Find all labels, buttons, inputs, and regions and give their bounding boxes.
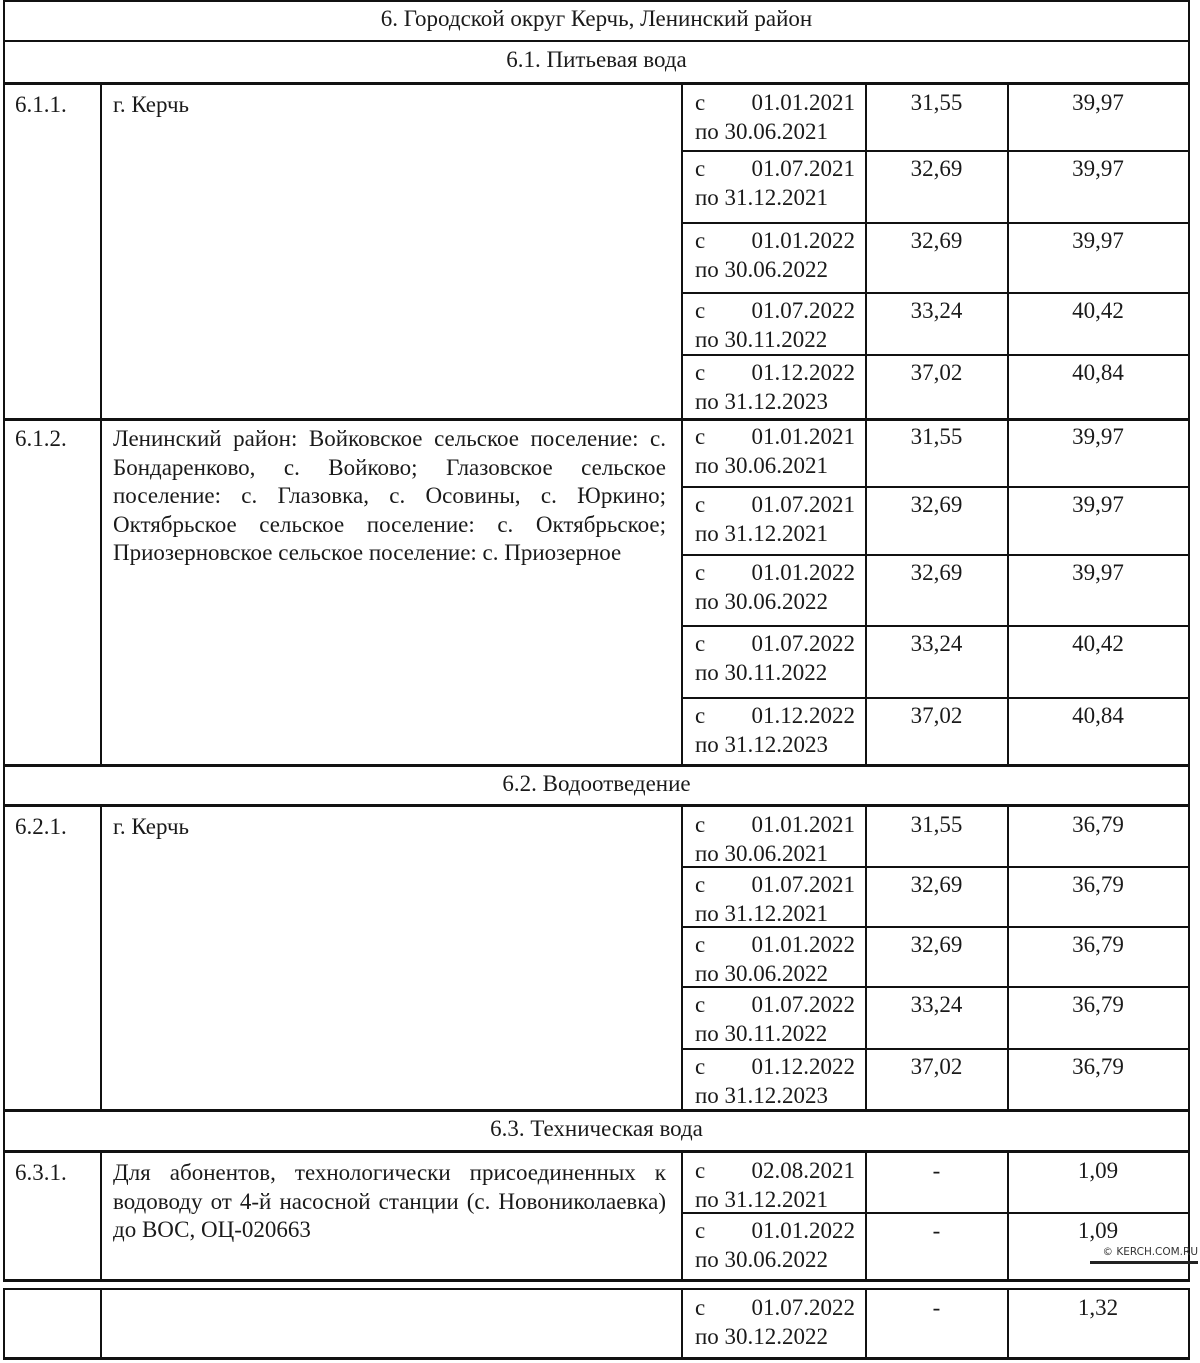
tariff-value-2: 39,97: [1072, 424, 1124, 449]
tariff-value-2: 39,97: [1072, 156, 1124, 181]
period-from-word: с: [695, 872, 706, 897]
rule-horizontal: [681, 222, 1190, 224]
tariff-value-1: 32,69: [910, 872, 963, 897]
period-to-date: по 30.11.2022: [695, 327, 828, 352]
rule-horizontal: [3, 764, 1190, 767]
period-to-date: по 31.12.2021: [695, 1187, 829, 1212]
period-from-date: 01.12.2022: [751, 703, 855, 728]
rule-horizontal: [3, 40, 1190, 42]
rule-horizontal: [681, 150, 1190, 152]
tariff-value-2: 39,97: [1072, 90, 1124, 115]
period-to-date: по 31.12.2021: [695, 901, 829, 926]
tariff-value-2: 36,79: [1072, 872, 1124, 897]
period-from-date: 01.07.2021: [751, 156, 855, 181]
period-to-date: по 30.06.2022: [695, 257, 829, 282]
subsection-title: 6.2. Водоотведение: [502, 771, 691, 796]
rule-horizontal: [681, 354, 1190, 356]
tariff-value-2: 36,79: [1072, 812, 1124, 837]
period-from-word: с: [695, 90, 706, 115]
rule-horizontal: [681, 625, 1190, 627]
row-code: 6.1.1.: [15, 92, 67, 117]
tariff-value-1: 33,24: [910, 298, 963, 323]
period-cell: [695, 701, 855, 759]
rule-vertical: [1188, 806, 1190, 1109]
watermark: © KERCH.COM.RU: [1102, 1246, 1198, 1258]
rule-vertical: [1188, 1289, 1190, 1357]
period-to-date: по 30.11.2022: [695, 660, 828, 685]
period-from-word: с: [695, 992, 706, 1017]
period-from-word: с: [695, 156, 706, 181]
period-to-date: по 31.12.2021: [695, 185, 829, 210]
period-from-word: с: [695, 1295, 706, 1320]
tariff-value-1: 32,69: [910, 932, 963, 957]
period-from-date: 01.01.2022: [751, 228, 855, 253]
tariff-value-1: 32,69: [910, 228, 963, 253]
period-cell: [695, 226, 855, 284]
period-to-date: по 30.06.2022: [695, 589, 829, 614]
tariff-value-1: 31,55: [910, 90, 963, 115]
tariff-value-2: 1,32: [1077, 1295, 1119, 1320]
period-to-date: по 30.06.2022: [695, 1247, 829, 1272]
period-from-date: 01.07.2022: [751, 298, 855, 323]
period-from-word: с: [695, 631, 706, 656]
rule-horizontal: [681, 554, 1190, 556]
tariff-value-2: 36,79: [1072, 992, 1124, 1017]
rule-vertical: [100, 1289, 102, 1357]
rule-vertical: [1188, 418, 1190, 764]
period-from-word: с: [695, 424, 706, 449]
rule-horizontal: [681, 866, 1190, 868]
rule-vertical: [100, 806, 102, 1109]
rule-horizontal: [681, 697, 1190, 699]
tariff-value-1: 31,55: [910, 812, 963, 837]
period-from-word: с: [695, 298, 706, 323]
period-to-date: по 30.06.2021: [695, 119, 829, 144]
rule-horizontal: [3, 804, 1190, 807]
rule-horizontal: [681, 292, 1190, 294]
rule-vertical: [3, 84, 5, 418]
tariff-value-1: 32,69: [910, 492, 963, 517]
period-cell: [695, 990, 855, 1048]
period-from-date: 01.07.2022: [751, 1295, 855, 1320]
row-description: г. Керчь: [113, 814, 189, 839]
period-cell: [695, 629, 855, 687]
period-from-date: 01.12.2022: [751, 1054, 855, 1079]
period-to-date: по 30.06.2021: [695, 453, 829, 478]
section-title: 6. Городской округ Керчь, Ленинский район: [380, 6, 813, 31]
tariff-value-1: -: [932, 1218, 941, 1243]
tariff-value-2: 40,84: [1072, 703, 1124, 728]
period-from-date: 01.01.2022: [751, 1218, 855, 1243]
rule-vertical: [681, 418, 683, 764]
period-cell: [695, 1293, 855, 1351]
period-to-date: по 31.12.2023: [695, 732, 829, 757]
rule-vertical: [681, 806, 683, 1109]
tariff-value-2: 1,09: [1077, 1218, 1119, 1243]
period-cell: [695, 88, 855, 146]
subsection-title: 6.1. Питьевая вода: [506, 47, 687, 72]
period-from-word: с: [695, 1218, 706, 1243]
rule-vertical: [1188, 84, 1190, 418]
rule-horizontal: [681, 926, 1190, 928]
period-from-date: 01.07.2021: [751, 492, 855, 517]
period-from-date: 01.01.2022: [751, 932, 855, 957]
tariff-value-2: 36,79: [1072, 932, 1124, 957]
period-from-date: 01.07.2022: [751, 631, 855, 656]
period-to-date: по 30.11.2022: [695, 1021, 828, 1046]
period-cell: [695, 1216, 855, 1274]
rule-vertical: [681, 1289, 683, 1357]
period-from-date: 01.01.2021: [751, 90, 855, 115]
tariff-value-2: 40,42: [1072, 631, 1124, 656]
period-from-date: 01.07.2022: [751, 992, 855, 1017]
period-from-date: 01.07.2021: [751, 872, 855, 897]
period-cell: [695, 810, 855, 868]
tariff-value-1: 33,24: [910, 992, 963, 1017]
period-to-date: по 30.06.2021: [695, 841, 829, 866]
period-from-date: 01.01.2022: [751, 560, 855, 585]
tariff-value-2: 1,09: [1077, 1158, 1119, 1183]
tariff-value-1: -: [932, 1158, 941, 1183]
tariff-value-1: 37,02: [910, 360, 963, 385]
period-from-date: 01.12.2022: [751, 360, 855, 385]
rule-vertical: [3, 1152, 5, 1279]
tariff-value-1: 33,24: [910, 631, 963, 656]
period-to-date: по 30.06.2022: [695, 961, 829, 986]
rule-horizontal: [3, 1288, 1190, 1290]
row-description: Для абонентов, технологически присоединенных к водоводу от 4-й насосной станции (с. Новониколаевка) до ВОС, ОЦ-020663: [113, 1160, 666, 1243]
rule-vertical: [3, 1289, 5, 1357]
rule-vertical: [681, 1152, 683, 1279]
rule-horizontal: [3, 1357, 1190, 1360]
tariff-value-2: 39,97: [1072, 492, 1124, 517]
period-cell: [695, 1156, 855, 1214]
rule-vertical: [100, 1152, 102, 1279]
period-from-word: с: [695, 360, 706, 385]
tariff-value-2: 39,97: [1072, 228, 1124, 253]
rule-vertical: [100, 418, 102, 764]
watermark-underline: [1090, 1261, 1198, 1264]
tariff-value-1: 31,55: [910, 424, 963, 449]
rule-vertical: [3, 806, 5, 1109]
period-cell: [695, 422, 855, 480]
tariff-value-2: 36,79: [1072, 1054, 1124, 1079]
period-from-date: 02.08.2021: [751, 1158, 855, 1183]
period-cell: [695, 930, 855, 988]
period-cell: [695, 154, 855, 212]
tariff-value-1: 32,69: [910, 560, 963, 585]
tariff-value-2: 40,42: [1072, 298, 1124, 323]
period-cell: [695, 870, 855, 928]
period-from-date: 01.01.2021: [751, 812, 855, 837]
rule-horizontal: [3, 1150, 1190, 1153]
rule-horizontal: [681, 1212, 1190, 1214]
rule-horizontal: [3, 0, 1190, 2]
rule-horizontal: [3, 82, 1190, 85]
period-cell: [695, 1052, 855, 1110]
tariff-value-2: 40,84: [1072, 360, 1124, 385]
period-to-date: по 31.12.2023: [695, 389, 829, 414]
rule-vertical: [100, 84, 102, 418]
period-from-word: с: [695, 812, 706, 837]
period-cell: [695, 558, 855, 616]
tariff-value-1: 37,02: [910, 703, 963, 728]
rule-horizontal: [681, 986, 1190, 988]
tariff-value-1: -: [932, 1295, 941, 1320]
row-description: г. Керчь: [113, 92, 189, 117]
rule-horizontal: [3, 1109, 1190, 1112]
row-code: 6.1.2.: [15, 426, 67, 451]
period-from-word: с: [695, 932, 706, 957]
tariff-value-2: 39,97: [1072, 560, 1124, 585]
rule-horizontal: [3, 1279, 1190, 1282]
row-code: 6.2.1.: [15, 814, 67, 839]
rule-horizontal: [3, 418, 1190, 421]
period-cell: [695, 358, 855, 416]
tariff-value-1: 37,02: [910, 1054, 963, 1079]
period-to-date: по 31.12.2023: [695, 1083, 829, 1108]
period-from-word: с: [695, 703, 706, 728]
subsection-title: 6.3. Техническая вода: [490, 1116, 703, 1141]
rule-vertical: [681, 84, 683, 418]
row-description: Ленинский район: Войковское сельское поселение: с. Бондаренково, с. Войково; Глазовское сельское поселение: с. Глазовка, с. Осовины, с. Юркино; Октябрьское сельское поселение: с. Октябрьское; Приозерновское сельское поселение: с. Приозерное: [113, 426, 666, 566]
period-cell: [695, 296, 855, 354]
rule-horizontal: [681, 486, 1190, 488]
rule-vertical: [3, 418, 5, 764]
period-from-word: с: [695, 492, 706, 517]
period-from-word: с: [695, 1054, 706, 1079]
period-to-date: по 30.12.2022: [695, 1324, 829, 1349]
period-from-word: с: [695, 228, 706, 253]
rule-horizontal: [681, 1048, 1190, 1050]
period-from-date: 01.01.2021: [751, 424, 855, 449]
period-cell: [695, 490, 855, 548]
period-from-word: с: [695, 560, 706, 585]
row-code: 6.3.1.: [15, 1160, 67, 1185]
period-from-word: с: [695, 1158, 706, 1183]
tariff-value-1: 32,69: [910, 156, 963, 181]
period-to-date: по 31.12.2021: [695, 521, 829, 546]
